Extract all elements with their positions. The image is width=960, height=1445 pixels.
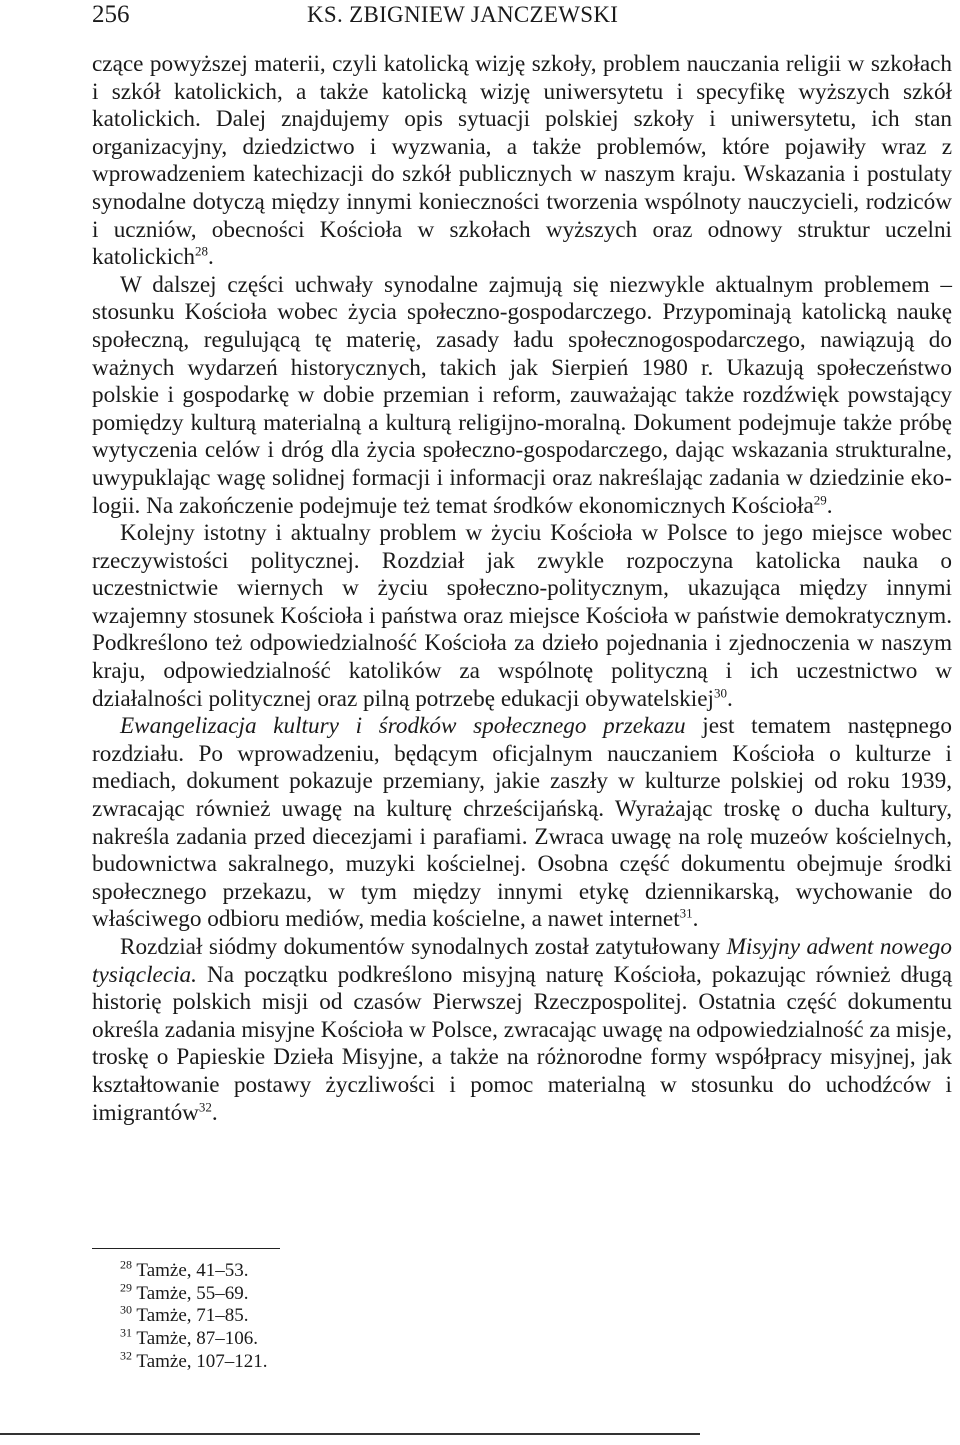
footnote-ref-30[interactable]: 30 bbox=[713, 684, 727, 700]
paragraph-1-end: . bbox=[208, 244, 214, 271]
running-head: KS. ZBIGNIEW JANCZEWSKI bbox=[307, 2, 619, 27]
paragraph-5-text-start: Rozdział siódmy dokumentów synodalnych został zatytułowany bbox=[120, 934, 727, 960]
paragraph-5-text: Na początku podkreślono misyjną naturę Kościoła, pokazując również długą historię polskich misji od czasów Pierwszej Rzeczpospolitej. Ostatnia część dokumentu określa zadania misyjne Kościoła w Polsce, zwracając uwagę na odpowiedzialność za misje, troskę o Papieskie Dzieła Misyjne, a także na różnorodne formy współpracy misyjnej, jak kształtowanie postawy życzliwości i pomoc materialną w stosunku do uchodźców i imigrantów bbox=[92, 961, 952, 1126]
paragraph-5-end: . bbox=[211, 1099, 218, 1126]
footnote-text: Tamże, 87–106. bbox=[136, 1328, 259, 1350]
footnote-28 bbox=[120, 1257, 268, 1283]
footnote-separator bbox=[92, 1248, 280, 1249]
footnote-29 bbox=[120, 1280, 268, 1306]
footnote-ref-32[interactable]: 32 bbox=[198, 1098, 212, 1114]
paragraph-5 bbox=[92, 934, 952, 1127]
paragraph-3-end: . bbox=[726, 685, 733, 712]
paragraph-4-italic-title: Ewangelizacja kultury i środków społecznego przekazu bbox=[120, 713, 686, 740]
paragraph-4-text: jest tematem następnego rozdziału. Po wprowadzeniu, będącym oficjalnym nauczaniem Kościoła o kulturze i mediach, dokument pokazuje przemiany, jakie zaszły w kulturze polskiej od roku 1939, zwracając również uwagę na kulturę chrześcijańską. Wyrażając troskę o ducha kultury, nakreśla zadania przed diecezjami i parafiami. Zwraca uwagę na rolę muzeów kościelnych, budownictwa sakralnego, muzyki kościelnej. Osobna część dokumentu obejmuje środki społecznego przekazu, w tym między innymi etykę dziennikarską, wychowanie do właściwego odbioru mediów, media kościelne, a nawet internet bbox=[92, 713, 952, 933]
footnote-31 bbox=[120, 1325, 268, 1351]
paragraph-2-text: W dalszej części uchwały synodalne zajmują się niezwykle aktualnym problemem – stosunku Kościoła wobec życia społeczno-gospodarczego. Przypominają katolicką naukę społeczną, regulującą tę materię, zasady ładu społecznogospodarczego, nawiązują do ważnych wydarzeń historycznych, takich jak Sierpień 1980 r. Ukazują społeczeństwo polskie i gospodarkę w dobie przemian i reform, zauważając także rozdźwięk powstający pomiędzy kulturą materialną a kulturą religijno-moralną. Dokument podejmuje także próbę wytyczenia celów i dróg dla życia społeczno-gospodarczego, dając wskazania strukturalne, uwypuklając wagę solidnej formacji i informacji oraz nakreślając zadania w dziedzinie ekologii. Na zakończenie podejmuje też temat środków ekonomicznych Kościoła bbox=[92, 271, 952, 519]
page-number: 256 bbox=[92, 1, 130, 28]
footnote-number: 29 bbox=[120, 1280, 132, 1295]
footnote-ref-31[interactable]: 31 bbox=[679, 905, 693, 921]
footnote-ref-28[interactable]: 28 bbox=[195, 243, 209, 259]
footnote-number: 28 bbox=[120, 1257, 132, 1272]
footnote-text: Tamże, 107–121. bbox=[136, 1350, 268, 1372]
paragraph-4 bbox=[92, 713, 952, 934]
footnote-32 bbox=[120, 1348, 268, 1374]
body-text bbox=[92, 51, 952, 1127]
footnote-text: Tamże, 41–53. bbox=[136, 1260, 249, 1281]
scan-edge-line bbox=[0, 1433, 700, 1435]
page-header bbox=[92, 0, 952, 40]
footnote-text: Tamże, 55–69. bbox=[136, 1282, 249, 1304]
paragraph-4-end: . bbox=[692, 906, 699, 933]
paragraph-3 bbox=[92, 520, 952, 713]
paragraph-1 bbox=[92, 51, 952, 272]
paragraph-1-text: czące powyższej materii, czyli katolicką wizję szkoły, problem nauczania religii w szkołach i szkół katolickich, a także katolicką wizję uniwersytetu i specyfikę wyższych szkół katolickich. Dalej znajdujemy opis sytuacji polskiej szkoły i uniwersytetu, ich stan organizacyjny, dziedzictwo i wyzwania, a także problemów, które pojawiły wraz z wprowadzeniem katechizacji do szkół publicznych w naszym kraju. Wskazania i postulaty synodalne dotyczą między innymi konieczności tworzenia wspólnoty nauczycieli, rodziców i uczniów, obecności Kościoła w szkołach wyższych oraz odnowy struktur uczelni katolickich bbox=[92, 51, 952, 271]
paragraph-2 bbox=[92, 272, 952, 520]
footnote-30 bbox=[120, 1305, 268, 1328]
footnote-number: 30 bbox=[120, 1303, 132, 1318]
footnote-ref-29[interactable]: 29 bbox=[813, 491, 827, 507]
footnote-number: 31 bbox=[120, 1325, 132, 1340]
footnote-number: 32 bbox=[120, 1348, 132, 1363]
footnotes bbox=[120, 1257, 268, 1374]
footnote-text: Tamże, 71–85. bbox=[136, 1305, 249, 1327]
paragraph-5-italic-title: Misyjny adwent nowego tysiąclecia. bbox=[92, 934, 952, 988]
paragraph-3-text: Kolejny istotny i aktualny problem w życiu Kościoła w Polsce to jego miejsce wobec rzeczywistości politycznej. Rozdział jak zwykle rozpoczyna katolicka nauka o uczestnictwie wiernych w życiu społeczno-politycznym, ukazująca między innymi wzajemny stosunek Kościoła i państwa oraz miejsce Kościoła w państwie demokratycznym. Podkreślono też odpowiedzialność Kościoła za dzieło pojednania i zjednoczenia w naszym kraju, odpowiedzialność katolików za wspólnotę polityczną i ich uczestnictwo w działalności politycznej oraz pilną potrzebę edukacji obywatelskiej bbox=[92, 520, 952, 712]
paragraph-2-end: . bbox=[826, 492, 833, 519]
